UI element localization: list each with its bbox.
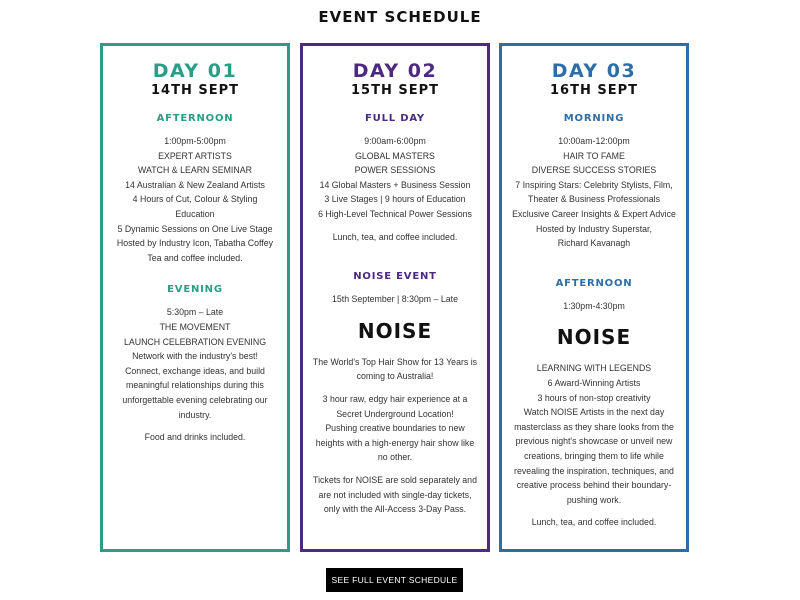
detail-line: Pushing creative boundaries to new xyxy=(325,423,465,434)
detail-line: 6 Award-Winning Artists xyxy=(547,377,641,388)
detail-line: 3 hour raw, edgy hair experience at a xyxy=(322,393,468,404)
page-title: EVENT SCHEDULE xyxy=(318,8,482,26)
detail-line: Education xyxy=(175,208,215,219)
detail-line: WATCH & LEARN SEMINAR xyxy=(138,165,252,176)
noise-paragraph-1 xyxy=(303,355,487,384)
detail-line: EXPERT ARTISTS xyxy=(158,150,232,161)
detail-line: only with the All-Access 3-Day Pass. xyxy=(323,504,467,515)
noise-paragraph-3 xyxy=(303,473,487,517)
detail-line: meaningful relationships during this xyxy=(126,380,264,391)
detail-line: The World's Top Hair Show for 13 Years is xyxy=(312,356,478,367)
detail-line: 14 Australian & New Zealand Artists xyxy=(125,179,265,190)
detail-line: Hosted by Industry Superstar, xyxy=(536,223,652,234)
detail-line: revealing the inspiration, techniques, and xyxy=(514,465,674,476)
evening-note: Food and drinks included. xyxy=(144,432,246,443)
evening-details xyxy=(103,305,287,422)
detail-line: Network with the industry's best! xyxy=(132,351,258,362)
date-label: 14TH SEPT xyxy=(150,83,239,98)
detail-line: Tea and coffee included. xyxy=(147,252,243,263)
detail-line: 7 Inspiring Stars: Celebrity Stylists, Film, xyxy=(515,179,673,190)
section-title-afternoon: AFTERNOON xyxy=(156,113,234,124)
detail-line: industry. xyxy=(178,409,212,420)
detail-line: THE MOVEMENT xyxy=(159,321,231,332)
detail-line: Richard Kavanagh xyxy=(557,238,631,249)
detail-line: 5:30pm – Late xyxy=(166,307,224,318)
day-01-card xyxy=(100,43,290,552)
full-day-note: Lunch, tea, and coffee included. xyxy=(332,231,458,242)
day-label: DAY 01 xyxy=(152,60,238,82)
detail-line: 1:00pm-5:00pm xyxy=(164,136,226,146)
detail-line: POWER SESSIONS xyxy=(354,165,436,176)
detail-line: are not included with single-day tickets, xyxy=(318,489,472,500)
afternoon-details xyxy=(103,134,287,265)
detail-line: 3 hours of non-stop creativity xyxy=(537,392,651,403)
detail-line: pushing work. xyxy=(566,494,622,505)
day-02-card xyxy=(300,43,490,552)
full-day-details xyxy=(303,134,487,222)
detail-line: DIVERSE SUCCESS STORIES xyxy=(531,165,657,176)
detail-line: previous night's showcase or unveil new xyxy=(515,436,673,447)
section-title-evening: EVENING xyxy=(167,284,223,296)
detail-line: LEARNING WITH LEGENDS xyxy=(536,363,652,374)
detail-line: unforgettable evening celebrating our xyxy=(122,394,268,405)
detail-line: 4 Hours of Cut, Colour & Styling xyxy=(132,194,258,205)
detail-line: no other. xyxy=(377,452,413,463)
afternoon-time: 1:30pm-4:30pm xyxy=(563,300,625,311)
detail-line: Hosted by Industry Icon, Tabatha Coffey xyxy=(116,238,274,249)
noise-paragraph-2 xyxy=(303,392,487,465)
detail-line: LAUNCH CELEBRATION EVENING xyxy=(123,336,267,347)
detail-line: coming to Australia! xyxy=(356,371,434,382)
day-label: DAY 03 xyxy=(551,60,637,82)
afternoon-note: Lunch, tea, and coffee included. xyxy=(531,517,657,528)
detail-line: GLOBAL MASTERS xyxy=(355,150,435,161)
detail-line: heights with a high-energy hair show like xyxy=(315,437,475,448)
detail-line: Exclusive Career Insights & Expert Advice xyxy=(512,208,676,219)
date-label: 16TH SEPT xyxy=(549,83,638,98)
section-title-morning: MORNING xyxy=(563,113,625,124)
detail-line: 9:00am-6:00pm xyxy=(364,136,426,146)
section-title-afternoon: AFTERNOON xyxy=(555,277,633,289)
afternoon-details xyxy=(502,361,686,507)
detail-line: HAIR TO FAME xyxy=(563,150,625,161)
day-03-card xyxy=(499,43,689,552)
noise-logo: NOISE xyxy=(357,318,433,343)
detail-line: masterclass as they share looks from the xyxy=(514,421,674,432)
detail-line: Theater & Business Professionals xyxy=(527,194,661,205)
detail-line: 6 High-Level Technical Power Sessions xyxy=(318,208,472,219)
date-label: 15TH SEPT xyxy=(350,83,439,98)
section-title-noise-event: NOISE EVENT xyxy=(353,271,437,283)
see-full-event-schedule-button[interactable]: SEE FULL EVENT SCHEDULE xyxy=(326,568,463,592)
detail-line: 14 Global Masters + Business Session xyxy=(319,179,471,190)
detail-line: Connect, exchange ideas, and build xyxy=(125,365,265,376)
detail-line: creative process behind their boundary- xyxy=(516,480,672,491)
detail-line: 3 Live Stages | 9 hours of Education xyxy=(324,194,466,205)
detail-line: 5 Dynamic Sessions on One Live Stage xyxy=(117,223,273,234)
section-title-full-day: FULL DAY xyxy=(365,113,425,124)
morning-details xyxy=(502,134,686,251)
day-label: DAY 02 xyxy=(352,60,438,82)
detail-line: Tickets for NOISE are sold separately and xyxy=(313,474,477,485)
detail-line: creations, bringing them to life while xyxy=(524,450,664,461)
noise-event-time: 15th September | 8:30pm – Late xyxy=(331,294,458,305)
noise-logo: NOISE xyxy=(556,325,632,350)
detail-line: Watch NOISE Artists in the next day xyxy=(523,407,665,418)
detail-line: 10:00am-12:00pm xyxy=(558,136,630,146)
detail-line: Secret Underground Location! xyxy=(336,408,454,419)
